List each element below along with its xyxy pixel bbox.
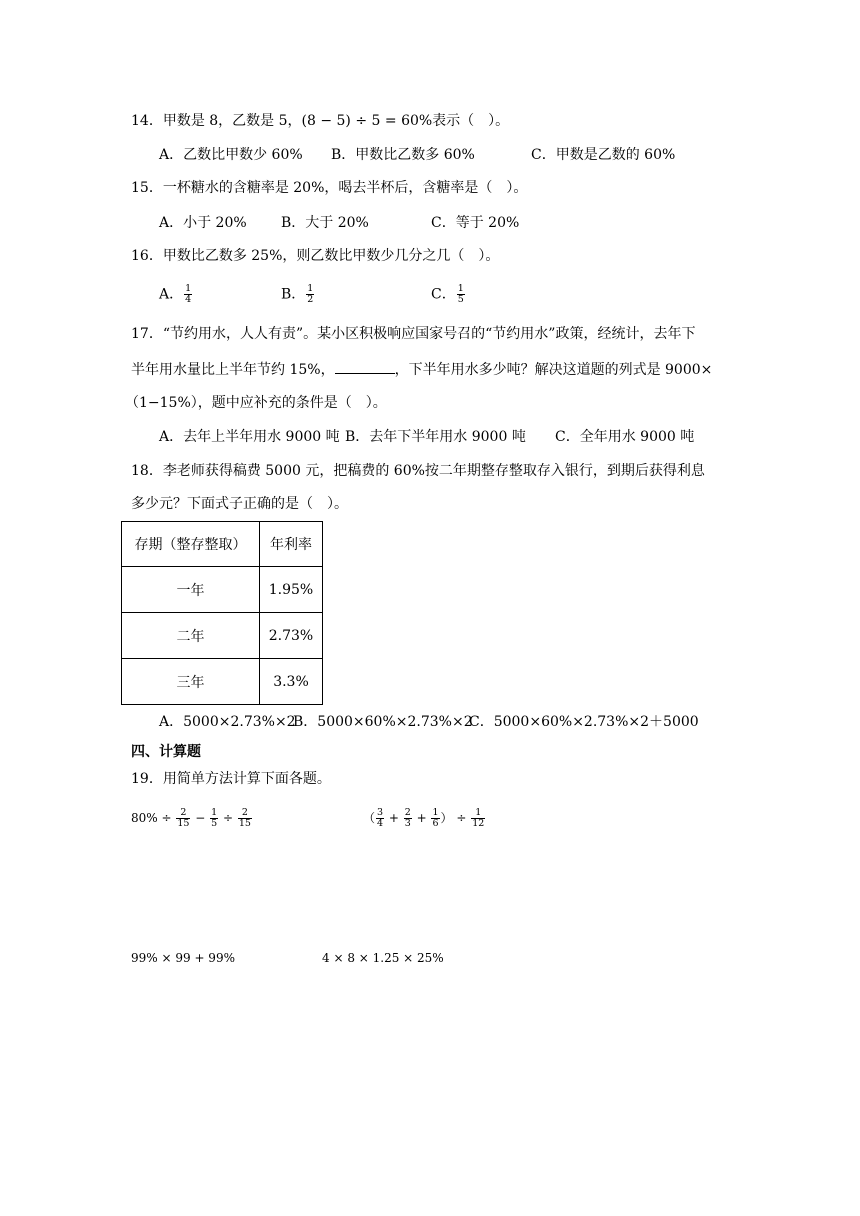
table-cell: 二年 [122, 613, 260, 659]
table-cell: 一年 [122, 567, 260, 613]
fraction: $\frac{2}{3}$ [404, 807, 411, 829]
question-14-option-b: B．甲数比乙数多 60% [331, 147, 475, 163]
question-14-stem: 14．甲数是 8，乙数是 5，(8 − 5) ÷ 5 = 60%表示（ ）。 [131, 113, 510, 129]
question-17-line-2 [131, 359, 712, 380]
expression-2 [363, 808, 486, 829]
table-row [122, 659, 323, 705]
expr-text: 80% ÷ [131, 811, 176, 825]
section-title: 四、计算题 [131, 744, 201, 760]
option-c-label: C． [431, 286, 456, 303]
option-b-label: B． [281, 286, 306, 303]
question-16-option-a [159, 284, 193, 305]
question-17-line-2-end: ，下半年用水多少吨？解决这道题的列式是 9000× [394, 362, 713, 378]
fraction-one-fifth: $\frac{1}{5}$ [457, 283, 464, 305]
table-header-cell: 年利率 [260, 522, 323, 567]
question-17-option-c: C．全年用水 9000 吨 [555, 429, 695, 445]
table-row [122, 613, 323, 659]
question-14-option-a: A．乙数比甲数少 60% [159, 147, 303, 163]
expr-operator: ÷ [219, 811, 237, 825]
question-18-option-c: C．5000×60%×2.73%×2＋5000 [469, 714, 699, 730]
table-header-cell: 存期（整存整取） [122, 522, 260, 567]
question-18-line-2: 多少元？下面式子正确的是（ ）。 [131, 496, 348, 512]
table-cell: 3.3% [260, 659, 323, 705]
fraction-one-quarter: $\frac{1}{4}$ [185, 283, 192, 305]
expr-paren: ） ÷ [440, 811, 471, 825]
expr-operator: + [385, 811, 403, 825]
expression-1 [131, 808, 253, 829]
expr-operator: − [191, 811, 210, 825]
fraction: $\frac{1}{5}$ [211, 807, 218, 829]
table-cell: 2.73% [260, 613, 323, 659]
question-15-stem: 15．一杯糖水的含糖率是 20%，喝去半杯后，含糖率是（ ）。 [131, 180, 528, 196]
question-14-option-c: C．甲数是乙数的 60% [531, 147, 676, 163]
fraction: $\frac{1}{6}$ [432, 807, 439, 829]
table-cell: 1.95% [260, 567, 323, 613]
question-15-option-a: A．小于 20% [159, 215, 247, 231]
question-18-line-1: 18．李老师获得稿费 5000 元，把稿费的 60%按二年期整存整取存入银行，到期后获得利息 [131, 463, 705, 479]
option-a-label: A． [159, 286, 184, 303]
question-17-option-a: A．去年上半年用水 9000 吨 [159, 429, 340, 445]
question-16-option-c [431, 284, 466, 305]
question-18-option-a: A．5000×2.73%×2 [159, 714, 296, 730]
table-row [122, 567, 323, 613]
expression-3: 99% × 99 + 99% [131, 951, 235, 965]
question-18-option-b: B．5000×60%×2.73%×2 [293, 714, 473, 730]
question-17-line-3: （1−15%），题中应补充的条件是（ ）。 [125, 395, 387, 411]
question-17-line-1: 17．“节约用水，人人有责”。某小区积极响应国家号召的“节约用水”政策，经统计，去年下 [131, 326, 696, 342]
fraction: $\frac{3}{4}$ [377, 807, 384, 829]
question-15-option-b: B．大于 20% [281, 215, 369, 231]
question-17-option-b: B．去年下半年用水 9000 吨 [345, 429, 526, 445]
fraction-one-half: $\frac{1}{2}$ [307, 283, 314, 305]
fraction: $\frac{2}{15}$ [177, 807, 190, 829]
expression-4: 4 × 8 × 1.25 × 25% [322, 951, 444, 965]
fraction: $\frac{1}{12}$ [472, 807, 485, 829]
interest-rate-table [121, 521, 323, 705]
question-15-option-c: C．等于 20% [431, 215, 520, 231]
fraction: $\frac{2}{15}$ [238, 807, 251, 829]
table-cell: 三年 [122, 659, 260, 705]
question-16-option-b [281, 284, 315, 305]
expr-paren: （ [363, 811, 376, 825]
fill-in-blank [335, 359, 395, 374]
question-16-stem: 16．甲数比乙数多 25%，则乙数比甲数少几分之几（ ）。 [131, 248, 500, 264]
question-17-line-2-start: 半年用水量比上半年节约 15%， [131, 362, 335, 378]
expr-operator: + [412, 811, 431, 825]
table-header-row [122, 522, 323, 567]
question-19-stem: 19．用简单方法计算下面各题。 [131, 771, 331, 787]
